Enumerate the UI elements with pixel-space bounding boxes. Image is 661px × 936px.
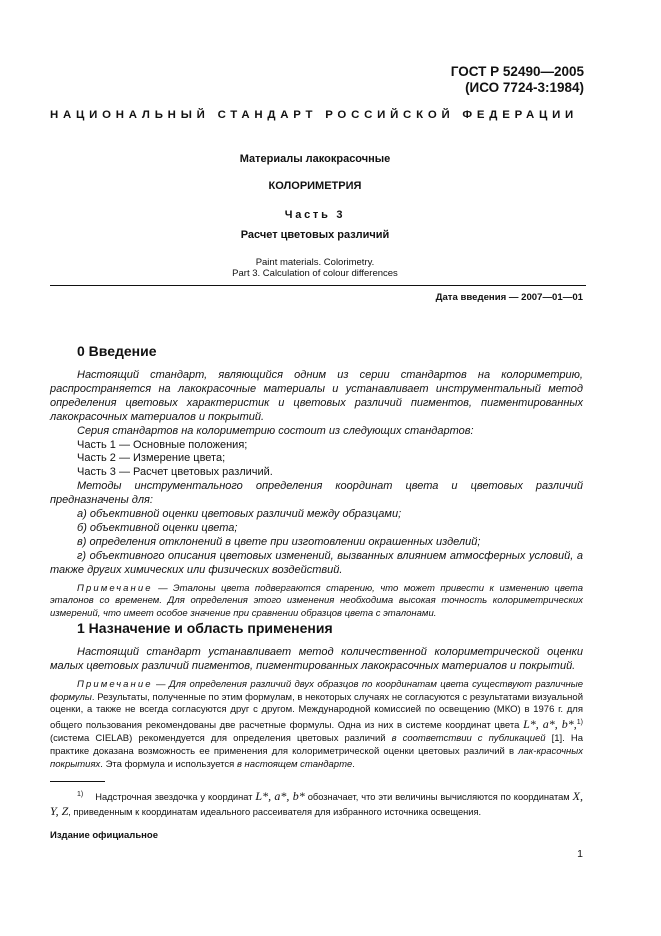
national-standard-heading: НАЦИОНАЛЬНЫЙ СТАНДАРТ РОССИЙСКОЙ ФЕДЕРАЦИИ — [50, 109, 579, 121]
section-0-heading: 0 Введение — [77, 343, 157, 359]
iso-number: (ИСО 7724-3:1984) — [465, 80, 584, 95]
list-item-a: а) объективной оценки цветовых различий между образцами; — [77, 508, 402, 521]
section-0-body — [50, 369, 583, 621]
effective-date: Дата введения — 2007—01—01 — [435, 292, 583, 303]
methods-paragraph: Методы инструментального определения координат цвета и цветовых различий предназначены для: — [50, 480, 583, 507]
section-1-note: Примечание — Для определения различий двух образцов по координатам цвета существуют различные формулы. Результаты, полученные по этим формулам, в некоторых случаях не согласуются с результатами визуальной оценки, а также не всегда согласуются друг с другом. Международной комиссией по освещению (МКО) в 1976 г. для общего пользования рекомендованы две расчетные формулы. Одна из них в системе координат цвета L*, a*, b*,$^{1)}$ (система CIELAB) рекомендуется для определения цветовых различий в соответствии с публикацией [1]. На практике доказана возможность ее применения для колориметрической оценки цветовых различий в лак-красочных покрытиях. Эта формула и используется в настоящем стандарте. — [50, 678, 583, 770]
official-edition-label: Издание официальное — [50, 830, 158, 841]
note-text: — Эталоны цвета подвергаются старению, что может привести к изменению цвета эталонов со временем. Для определения этого изменения необходима высокая точность колориметрических измерений, что имеет особое значение при сравнении образцов цвета с эталонами. — [50, 582, 583, 620]
list-part-1: Часть 1 — Основные положения; — [77, 438, 248, 451]
title-part: Часть 3 — [284, 209, 346, 221]
list-part-3: Часть 3 — Расчет цветовых различий. — [77, 466, 273, 479]
footnote: $^{1)}$ Надстрочная звездочка у координат L*, a*, b* обозначает, что эти величины вычисляются по координатам X, Y, Z, приведенным к координатам идеального рассеивателя для избранного источника освещения. — [50, 789, 583, 818]
list-item-b: б) объективной оценки цвета; — [77, 521, 238, 534]
title-subtitle: Расчет цветовых различий — [240, 229, 390, 241]
english-title-line-2: Part 3. Calculation of colour differences — [232, 268, 398, 279]
gost-number: ГОСТ Р 52490—2005 — [450, 64, 584, 79]
footnote-mark: 1) — [77, 791, 84, 798]
english-title-line-1: Paint materials. Colorimetry. — [255, 257, 375, 268]
scope-paragraph: Настоящий стандарт устанавливает метод количественной колориметрической оценки малых цветовых различий пигментов, пигментированных лакокрасочных материалов и покрытий. — [50, 646, 583, 672]
footnote-separator — [50, 781, 105, 782]
footnote-coordinates-xyz: X, Y, Z — [50, 789, 583, 818]
footnote-reference: 1) — [576, 719, 583, 727]
standard-designation — [451, 64, 584, 96]
section-1-heading: 1 Назначение и область применения — [77, 620, 333, 636]
note-label: Примечание — [77, 678, 153, 690]
title-line-2: КОЛОРИМЕТРИЯ — [268, 180, 362, 192]
list-item-c: в) определения отклонений в цвете при изготовлении окрашенных изделий; — [77, 535, 481, 548]
list-item-d: г) объективного описания цветовых изменений, вызванных влиянием атмосферных условий, а также других химических или физических воздействий. — [50, 549, 583, 576]
title-divider — [50, 285, 586, 286]
series-paragraph: Серия стандартов на колориметрию состоит из следующих стандартов: — [77, 424, 474, 437]
page-number: 1 — [577, 848, 583, 860]
list-part-2: Часть 2 — Измерение цвета; — [77, 452, 226, 465]
section-1-body — [50, 646, 583, 772]
footnote-coordinates-lab: L*, a*, b* — [255, 789, 305, 804]
cielab-coordinates: L*, a*, b*, — [523, 717, 577, 732]
section-0-note — [50, 583, 583, 621]
note-label: Примечание — [77, 582, 153, 594]
title-line-1: Материалы лакокрасочные — [239, 153, 391, 165]
intro-paragraph: Настоящий стандарт, являющийся одним из серии стандартов на колориметрию, распространяется на лакокрасочные материалы и устанавливает инструментальный метод определения цветовых характеристик и цветовых различий пигментов, пигментированных лакокрасочных материалов и покрытий. — [50, 369, 583, 423]
